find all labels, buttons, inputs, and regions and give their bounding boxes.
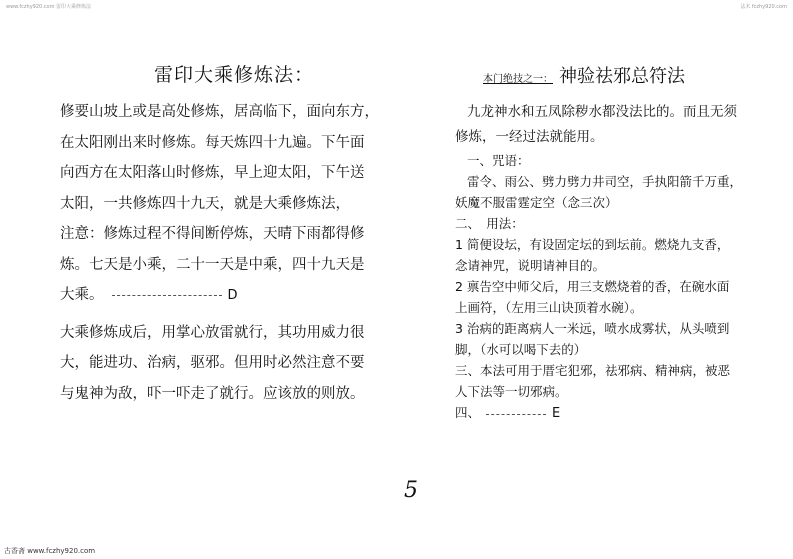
right-line-13: 三、本法可用于厝宅犯邪，祛邪病、精神病，被恶 (455, 363, 731, 378)
right-title-text: 神验祛邪总符法 (559, 66, 685, 87)
left-title: 雷印大乘修炼法： (153, 64, 314, 86)
right-line-6: 二、 用法： (455, 216, 524, 231)
right-line-3: 一、咒语： (467, 153, 530, 168)
left-column (60, 60, 390, 409)
right-line-14: 人下法等一切邪病。 (455, 384, 568, 399)
right-title (483, 62, 775, 88)
right-line-15 (455, 402, 775, 424)
left-line-2: 在太阳刚出来时修炼。每天炼四十九遍。下午面 (60, 134, 365, 151)
left-line-10: 与鬼神为敌，吓一吓走了就行。应该放的则放。 (60, 385, 365, 402)
left-line-3: 向西方在太阳落山时修炼，早上迎太阳，下午送 (60, 165, 365, 181)
right-line-8: 念请神咒，说明请神目的。 (455, 258, 606, 273)
right-line-10: 上画符，（左用三山诀顶着水碗）。 (455, 300, 643, 315)
right-line-15-text: 四、 (455, 405, 481, 420)
left-line-4: 太阳，一共修炼四十九天，就是大乘修炼法， (60, 195, 350, 212)
right-line-2: 修炼，一经过法就能用。 (455, 129, 604, 145)
left-line-7 (60, 280, 390, 312)
left-obscured-mark: D (227, 288, 238, 303)
right-title-lead: 本门绝技之一： (483, 74, 553, 85)
right-line-7: 1 简便设坛，有设固定坛的到坛前。燃烧九支香， (455, 237, 730, 252)
right-line-12: 脚，（水可以喝下去的） (455, 342, 587, 357)
left-line-5: 注意：修炼过程不得间断停炼，天晴下雨都得修 (60, 226, 365, 242)
right-obscured-mark: E (552, 406, 561, 421)
right-line-9: 2 禀告空中师父后，用三支燃烧着的香，在碗水面 (455, 279, 730, 294)
left-line-1: 修要山坡上或是高处修炼，居高临下，面向东方， (60, 104, 379, 120)
page-number: 5 (404, 478, 418, 503)
left-line-7-text: 大乘。 (60, 287, 104, 303)
header-right-small: 法术 fczhy920.com (740, 4, 787, 10)
header-left-small: www.fczhy920.com 雷印大乘修炼法 (6, 4, 92, 10)
redacted-line (486, 413, 546, 415)
footer-site: 古香斋 www.fczhy920.com (4, 547, 96, 555)
right-line-4: 雷令、雨公、劈力劈力井司空，手执阳箭千万重， (467, 174, 743, 189)
left-line-6: 炼。七天是小乘，二十一天是中乘，四十九天是 (60, 256, 365, 273)
right-line-11: 3 治病的距离病人一米远，喷水成雾状，从头喷到 (455, 321, 730, 336)
redacted-line (112, 294, 222, 296)
left-line-9: 大，能进功、治病，驱邪。但用时必然注意不要 (60, 355, 365, 371)
right-line-1: 九龙神水和五凤除秽水都没法比的。而且无须 (467, 104, 737, 120)
left-line-8: 大乘修炼成后，用掌心放雷就行，其功用威力很 (60, 324, 365, 341)
right-line-5: 妖魔不服雷霆定空（念三次） (455, 195, 618, 210)
right-column (455, 62, 775, 424)
